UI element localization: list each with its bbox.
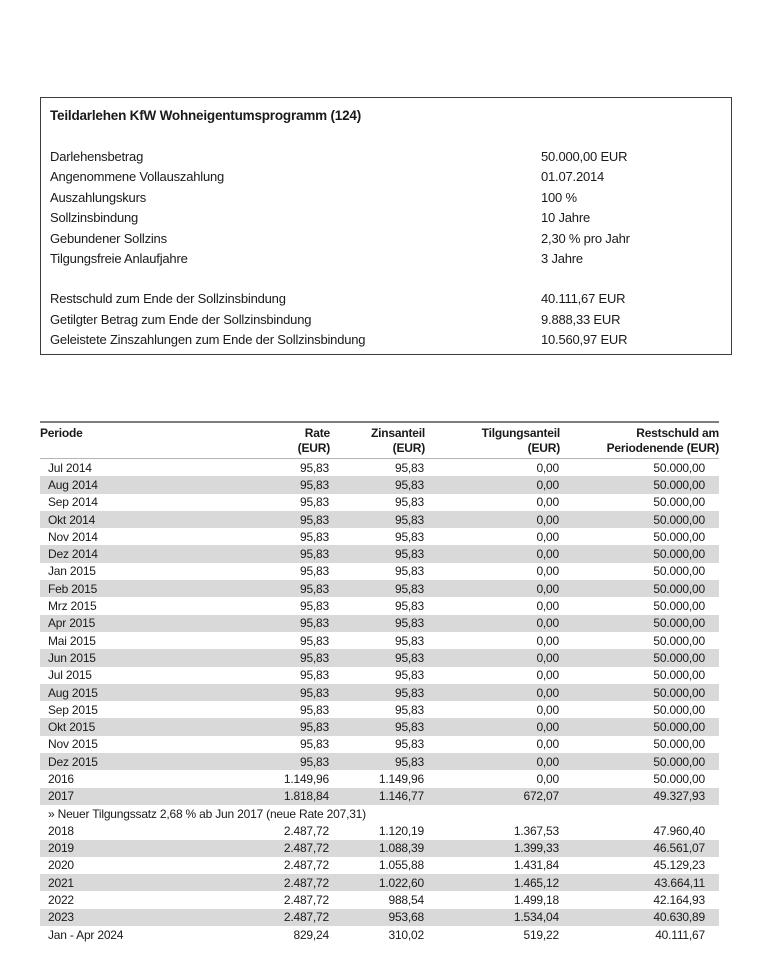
header-unit: (EUR) [527,441,560,455]
loan-title: Teildarlehen KfW Wohneigentumsprogramm (124) [50,108,361,123]
cell-zinsanteil: 95,83 [394,737,424,752]
table-note-row [40,805,719,822]
kv-value: 50.000,00 EUR [541,149,628,164]
cell-rate: 95,83 [299,633,329,648]
cell-tilgungsanteil: 672,07 [523,789,559,804]
cell-rate: 95,83 [299,529,329,544]
cell-rate: 95,83 [299,702,329,717]
table-row [40,649,719,666]
cell-restschuld: 50.000,00 [653,702,705,717]
table-row [40,684,719,701]
cell-tilgungsanteil: 0,00 [536,616,559,631]
kv-row-auszahlungskurs [41,188,731,208]
cell-tilgungsanteil: 1.367,53 [513,823,559,838]
cell-restschuld: 46.561,07 [653,841,705,856]
cell-rate: 2.487,72 [283,875,329,890]
cell-rate: 95,83 [299,599,329,614]
cell-rate: 2.487,72 [283,841,329,856]
kv-row-sollzinsbindung [41,208,731,228]
header-unit: Periodenende (EUR) [606,441,719,455]
cell-periode: Nov 2014 [48,529,98,544]
cell-restschuld: 50.000,00 [653,616,705,631]
cell-zinsanteil: 95,83 [394,477,424,492]
table-row [40,909,719,926]
cell-tilgungsanteil: 0,00 [536,581,559,596]
cell-restschuld: 45.129,23 [653,858,705,873]
table-row [40,874,719,891]
cell-periode: Okt 2015 [48,720,96,735]
cell-rate: 95,83 [299,547,329,562]
cell-restschuld: 50.000,00 [653,581,705,596]
cell-tilgungsanteil: 1.499,18 [513,893,559,908]
cell-restschuld: 50.000,00 [653,650,705,665]
cell-restschuld: 50.000,00 [653,460,705,475]
cell-zinsanteil: 95,83 [394,720,424,735]
cell-restschuld: 50.000,00 [653,495,705,510]
cell-restschuld: 50.000,00 [653,599,705,614]
loan-results-group [41,289,731,350]
cell-periode: Jan - Apr 2024 [48,927,124,942]
cell-zinsanteil: 95,83 [394,633,424,648]
cell-zinsanteil: 310,02 [388,927,424,942]
kv-label: Geleistete Zinszahlungen zum Ende der Sollzinsbindung [50,332,366,348]
cell-zinsanteil: 95,83 [394,599,424,614]
cell-periode: Jun 2015 [48,650,96,665]
cell-zinsanteil: 95,83 [394,512,424,527]
table-row [40,840,719,857]
cell-periode: 2019 [48,841,74,856]
cell-rate: 95,83 [299,685,329,700]
cell-rate: 2.487,72 [283,823,329,838]
cell-tilgungsanteil: 0,00 [536,512,559,527]
cell-restschuld: 50.000,00 [653,771,705,786]
cell-restschuld: 50.000,00 [653,685,705,700]
cell-restschuld: 50.000,00 [653,633,705,648]
header-label: Tilgungsanteil [481,426,560,440]
cell-tilgungsanteil: 0,00 [536,633,559,648]
kv-value: 10.560,97 EUR [541,332,628,348]
cell-zinsanteil: 95,83 [394,702,424,717]
cell-zinsanteil: 95,83 [394,460,424,475]
header-label: Rate [304,426,330,440]
kv-label: Gebundener Sollzins [50,230,167,246]
cell-restschuld: 49.327,93 [653,789,705,804]
cell-periode: 2022 [48,893,74,908]
cell-rate: 95,83 [299,477,329,492]
kv-row-zinszahlungen [41,330,731,350]
cell-periode: 2016 [48,771,74,786]
cell-tilgungsanteil: 0,00 [536,564,559,579]
kv-label: Angenommene Vollauszahlung [50,169,225,185]
cell-rate: 95,83 [299,668,329,683]
kv-value: 01.07.2014 [541,169,605,185]
cell-periode: 2023 [48,910,74,925]
cell-restschuld: 42.164,93 [653,893,705,908]
cell-zinsanteil: 1.120,19 [378,823,424,838]
kv-label: Darlehensbetrag [50,149,144,164]
cell-periode: Apr 2015 [48,616,96,631]
cell-rate: 95,83 [299,650,329,665]
cell-restschuld: 50.000,00 [653,737,705,752]
cell-tilgungsanteil: 0,00 [536,650,559,665]
cell-periode: Mrz 2015 [48,599,97,614]
cell-rate: 95,83 [299,460,329,475]
table-row [40,580,719,597]
cell-zinsanteil: 95,83 [394,685,424,700]
cell-zinsanteil: 1.146,77 [378,789,424,804]
cell-zinsanteil: 95,83 [394,616,424,631]
cell-rate: 2.487,72 [283,858,329,873]
cell-tilgungsanteil: 1.431,84 [513,858,559,873]
cell-restschuld: 50.000,00 [653,547,705,562]
cell-periode: 2018 [48,823,74,838]
cell-tilgungsanteil: 0,00 [536,495,559,510]
cell-restschuld: 50.000,00 [653,477,705,492]
kv-label: Restschuld zum Ende der Sollzinsbindung [50,291,286,307]
cell-periode: Dez 2015 [48,754,98,769]
header-label: Zinsanteil [370,426,425,440]
table-row [40,718,719,735]
cell-zinsanteil: 95,83 [394,754,424,769]
table-row [40,494,719,511]
table-row [40,459,719,477]
cell-periode: Sep 2015 [48,702,98,717]
kv-label: Getilgter Betrag zum Ende der Sollzinsbindung [50,311,312,327]
cell-restschuld: 50.000,00 [653,564,705,579]
cell-zinsanteil: 95,83 [394,668,424,683]
kv-value: 9.888,33 EUR [541,311,621,327]
table-row [40,753,719,770]
cell-rate: 829,24 [293,927,329,942]
cell-rate: 95,83 [299,512,329,527]
cell-zinsanteil: 95,83 [394,581,424,596]
rate-change-note: » Neuer Tilgungssatz 2,68 % ab Jun 2017 (neue Rate 207,31) [48,806,366,821]
cell-tilgungsanteil: 1.399,33 [513,841,559,856]
table-row [40,528,719,545]
kv-value: 40.111,67 EUR [541,291,626,307]
cell-zinsanteil: 988,54 [388,893,424,908]
header-label: Restschuld am [636,426,719,440]
cell-tilgungsanteil: 0,00 [536,702,559,717]
table-row [40,563,719,580]
cell-zinsanteil: 95,83 [394,650,424,665]
table-row [40,476,719,493]
cell-restschuld: 43.664,11 [654,875,705,890]
table-row [40,736,719,753]
col-header-periode [40,422,240,459]
table-row [40,632,719,649]
cell-restschuld: 40.630,89 [653,910,705,925]
cell-periode: Jul 2015 [48,668,92,683]
cell-tilgungsanteil: 0,00 [536,477,559,492]
header-unit: (EUR) [297,441,330,455]
kv-row-getilgter-betrag [41,310,731,330]
cell-rate: 2.487,72 [283,893,329,908]
cell-zinsanteil: 95,83 [394,529,424,544]
cell-zinsanteil: 1.149,96 [378,771,424,786]
cell-rate: 2.487,72 [283,910,329,925]
cell-tilgungsanteil: 519,22 [523,927,559,942]
table-row [40,545,719,562]
table-row [40,701,719,718]
loan-summary-box [40,97,732,355]
cell-tilgungsanteil: 0,00 [536,720,559,735]
cell-rate: 1.149,96 [283,771,329,786]
schedule-table-body [40,459,719,944]
table-row [40,822,719,839]
table-row [40,511,719,528]
kv-label: Sollzinsbindung [50,210,139,226]
cell-zinsanteil: 1.055,88 [378,858,424,873]
cell-rate: 95,83 [299,737,329,752]
cell-zinsanteil: 95,83 [394,495,424,510]
kv-row-darlehensbetrag [41,147,731,167]
cell-rate: 95,83 [299,495,329,510]
kv-row-vollauszahlung [41,167,731,187]
kv-value: 100 % [541,189,577,205]
cell-rate: 95,83 [299,564,329,579]
cell-tilgungsanteil: 0,00 [536,668,559,683]
cell-tilgungsanteil: 0,00 [536,754,559,769]
cell-restschuld: 50.000,00 [653,529,705,544]
cell-tilgungsanteil: 0,00 [536,771,559,786]
cell-restschuld: 47.960,40 [653,823,705,838]
table-row [40,770,719,787]
kv-label: Auszahlungskurs [50,189,146,205]
kv-value: 2,30 % pro Jahr [541,230,630,246]
kv-value: 3 Jahre [541,251,583,267]
cell-tilgungsanteil: 0,00 [536,547,559,562]
cell-zinsanteil: 953,68 [388,910,424,925]
table-row [40,926,719,943]
cell-periode: 2021 [48,875,74,890]
cell-zinsanteil: 95,83 [394,547,424,562]
cell-zinsanteil: 1.022,60 [378,875,424,890]
header-label: Periode [40,426,83,440]
kv-row-anlaufjahre [41,249,731,269]
cell-periode: Nov 2015 [48,737,98,752]
cell-zinsanteil: 95,83 [394,564,424,579]
cell-rate: 95,83 [299,720,329,735]
cell-periode: Dez 2014 [48,547,98,562]
cell-rate: 95,83 [299,581,329,596]
cell-rate: 95,83 [299,616,329,631]
table-row [40,891,719,908]
cell-periode: Okt 2014 [48,512,96,527]
loan-conditions-group [41,147,731,269]
cell-periode: 2017 [48,789,74,804]
cell-restschuld: 50.000,00 [653,668,705,683]
amortization-schedule [40,421,719,943]
cell-tilgungsanteil: 0,00 [536,460,559,475]
cell-restschuld: 50.000,00 [653,512,705,527]
cell-tilgungsanteil: 0,00 [536,529,559,544]
schedule-table [40,421,719,943]
cell-zinsanteil: 1.088,39 [378,841,424,856]
cell-restschuld: 40.111,67 [655,927,705,942]
cell-tilgungsanteil: 0,00 [536,599,559,614]
col-header-rate [240,422,330,459]
cell-tilgungsanteil: 1.534,04 [513,910,559,925]
table-row [40,857,719,874]
cell-periode: Aug 2014 [48,477,98,492]
table-row [40,615,719,632]
kv-label: Tilgungsfreie Anlaufjahre [50,251,188,267]
header-row [40,422,719,459]
cell-periode: Jan 2015 [48,564,96,579]
kv-value: 10 Jahre [541,210,590,226]
cell-periode: 2020 [48,858,74,873]
cell-tilgungsanteil: 1.465,12 [513,875,559,890]
cell-periode: Feb 2015 [48,581,98,596]
col-header-restschuld [560,422,719,459]
col-header-zinsanteil [330,422,425,459]
cell-periode: Sep 2014 [48,495,98,510]
table-row [40,597,719,614]
table-row [40,667,719,684]
cell-tilgungsanteil: 0,00 [536,685,559,700]
cell-periode: Mai 2015 [48,633,96,648]
cell-tilgungsanteil: 0,00 [536,737,559,752]
kv-row-restschuld-ende [41,289,731,309]
cell-rate: 1.818,84 [283,789,329,804]
col-header-tilgungsanteil [425,422,560,459]
cell-periode: Aug 2015 [48,685,98,700]
schedule-table-head [40,422,719,459]
cell-restschuld: 50.000,00 [653,754,705,769]
table-row [40,788,719,805]
cell-restschuld: 50.000,00 [653,720,705,735]
header-unit: (EUR) [392,441,425,455]
kv-row-sollzins [41,229,731,249]
cell-periode: Jul 2014 [48,460,92,475]
cell-rate: 95,83 [299,754,329,769]
